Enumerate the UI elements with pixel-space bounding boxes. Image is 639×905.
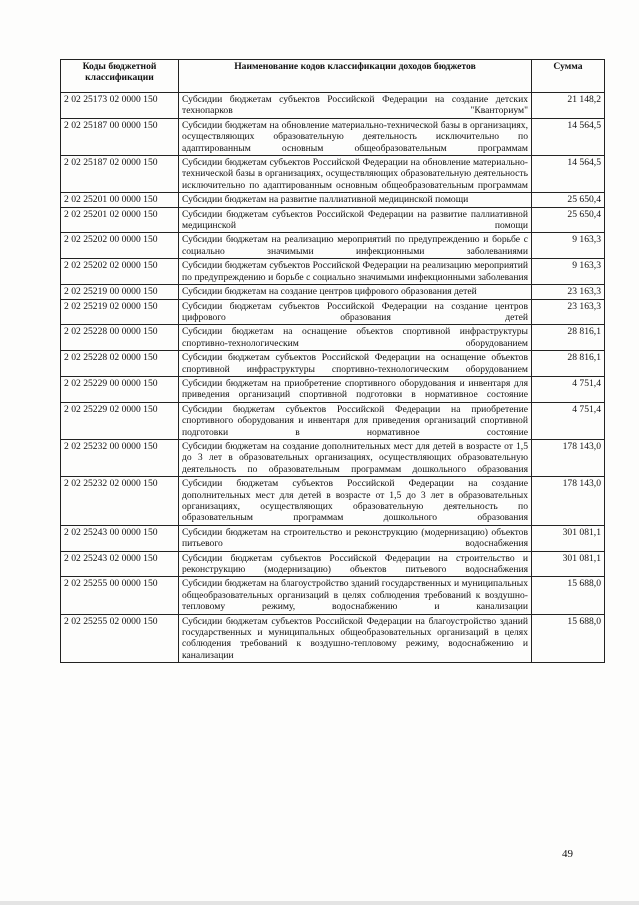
table-row [61, 299, 605, 325]
amount-cell: 301 081,1 [532, 551, 605, 577]
amount-cell: 9 163,3 [532, 259, 605, 285]
classification-name-cell: Субсидии бюджетам на создание центров цифрового образования детей [179, 285, 532, 299]
classification-name-cell: Субсидии бюджетам субъектов Российской Федерации на благоустройство зданий государственных и муниципальных общеобразовательных организаций в целях соблюдения требований к воздушно-тепловому режиму, водоснабжению и канализации [179, 614, 532, 663]
table-body [61, 93, 605, 663]
amount-cell: 28 816,1 [532, 351, 605, 377]
table-row [61, 156, 605, 193]
amount-cell: 178 143,0 [532, 477, 605, 526]
classification-name-cell: Субсидии бюджетам на реализацию мероприятий по предупреждению и борьбе с социально значимыми инфекционными заболеваниями [179, 233, 532, 259]
classification-name-cell: Субсидии бюджетам субъектов Российской Федерации на приобретение спортивного оборудования и инвентаря для приведения организаций спортивной подготовки в нормативное состояние [179, 402, 532, 439]
amount-cell: 14 564,5 [532, 118, 605, 155]
classification-name-cell: Субсидии бюджетам субъектов Российской Федерации на создание дополнительных мест для детей в возрасте от 1,5 до 3 лет в образовательных организациях, осуществляющих образовательную деятельность по образовательным программам дошкольного образования [179, 477, 532, 526]
budget-code-cell: 2 02 25255 00 0000 150 [61, 577, 179, 614]
table-row [61, 577, 605, 614]
budget-code-cell: 2 02 25255 02 0000 150 [61, 614, 179, 663]
amount-cell: 25 650,4 [532, 207, 605, 233]
budget-code-cell: 2 02 25243 00 0000 150 [61, 525, 179, 551]
amount-cell: 15 688,0 [532, 577, 605, 614]
table-row [61, 93, 605, 119]
table-row [61, 259, 605, 285]
amount-cell: 14 564,5 [532, 156, 605, 193]
budget-code-cell: 2 02 25228 00 0000 150 [61, 325, 179, 351]
budget-code-cell: 2 02 25232 00 0000 150 [61, 439, 179, 476]
scan-edge [0, 901, 639, 905]
budget-code-cell: 2 02 25201 02 0000 150 [61, 207, 179, 233]
amount-cell: 178 143,0 [532, 439, 605, 476]
header-name: Наименование кодов классификации доходов бюджетов [179, 60, 532, 93]
budget-code-cell: 2 02 25187 00 0000 150 [61, 118, 179, 155]
table-row [61, 325, 605, 351]
classification-name-cell: Субсидии бюджетам субъектов Российской Федерации на обновление материально-технической базы в организациях, осуществляющих образовательную деятельность исключительно по адаптированным основным общеобразовательным программам [179, 156, 532, 193]
header-code: Коды бюджетной классификации [61, 60, 179, 93]
amount-cell: 23 163,3 [532, 285, 605, 299]
table-row [61, 477, 605, 526]
table-row [61, 614, 605, 663]
table-row [61, 233, 605, 259]
budget-code-cell: 2 02 25187 02 0000 150 [61, 156, 179, 193]
classification-name-cell: Субсидии бюджетам на благоустройство зданий государственных и муниципальных общеобразовательных организаций в целях соблюдения требований к воздушно-тепловому режиму, водоснабжению и канализации [179, 577, 532, 614]
table-row [61, 376, 605, 402]
classification-name-cell: Субсидии бюджетам на создание дополнительных мест для детей в возрасте от 1,5 до 3 лет в образовательных организациях, осуществляющих образовательную деятельность по образовательным программам дошкольного образования [179, 439, 532, 476]
classification-name-cell: Субсидии бюджетам субъектов Российской Федерации на реализацию мероприятий по предупреждению и борьбе с социально значимыми инфекционными заболевания [179, 259, 532, 285]
amount-cell: 15 688,0 [532, 614, 605, 663]
amount-cell: 21 148,2 [532, 93, 605, 119]
classification-name-cell: Субсидии бюджетам субъектов Российской Федерации на оснащение объектов спортивной инфраструктуры спортивно-технологическим оборудованием [179, 351, 532, 377]
table-row [61, 351, 605, 377]
amount-cell: 301 081,1 [532, 525, 605, 551]
budget-code-cell: 2 02 25229 02 0000 150 [61, 402, 179, 439]
amount-cell: 28 816,1 [532, 325, 605, 351]
table-header-row [61, 60, 605, 93]
amount-cell: 4 751,4 [532, 402, 605, 439]
page-number: 49 [562, 848, 573, 860]
amount-cell: 25 650,4 [532, 193, 605, 207]
budget-code-cell: 2 02 25243 02 0000 150 [61, 551, 179, 577]
budget-code-cell: 2 02 25219 02 0000 150 [61, 299, 179, 325]
classification-name-cell: Субсидии бюджетам на оснащение объектов спортивной инфраструктуры спортивно-технологическим оборудованием [179, 325, 532, 351]
budget-code-cell: 2 02 25202 02 0000 150 [61, 259, 179, 285]
classification-name-cell: Субсидии бюджетам на развитие паллиативной медицинской помощи [179, 193, 532, 207]
table-row [61, 285, 605, 299]
budget-code-cell: 2 02 25228 02 0000 150 [61, 351, 179, 377]
budget-code-cell: 2 02 25201 00 0000 150 [61, 193, 179, 207]
classification-name-cell: Субсидии бюджетам субъектов Российской Федерации на строительство и реконструкцию (модернизацию) объектов питьевого водоснабжения [179, 551, 532, 577]
budget-classification-table [60, 59, 605, 663]
amount-cell: 4 751,4 [532, 376, 605, 402]
table-row [61, 402, 605, 439]
classification-name-cell: Субсидии бюджетам на строительство и реконструкцию (модернизацию) объектов питьевого водоснабжения [179, 525, 532, 551]
table-row [61, 439, 605, 476]
budget-code-cell: 2 02 25232 02 0000 150 [61, 477, 179, 526]
classification-name-cell: Субсидии бюджетам на приобретение спортивного оборудования и инвентаря для приведения организаций спортивной подготовки в нормативное состояние [179, 376, 532, 402]
table-row [61, 207, 605, 233]
table-row [61, 193, 605, 207]
budget-code-cell: 2 02 25202 00 0000 150 [61, 233, 179, 259]
budget-code-cell: 2 02 25229 00 0000 150 [61, 376, 179, 402]
classification-name-cell: Субсидии бюджетам субъектов Российской Федерации на развитие паллиативной медицинской помощи [179, 207, 532, 233]
table-row [61, 118, 605, 155]
budget-code-cell: 2 02 25219 00 0000 150 [61, 285, 179, 299]
amount-cell: 23 163,3 [532, 299, 605, 325]
header-amount: Сумма [532, 60, 605, 93]
budget-code-cell: 2 02 25173 02 0000 150 [61, 93, 179, 119]
table-row [61, 525, 605, 551]
classification-name-cell: Субсидии бюджетам субъектов Российской Федерации на создание детских технопарков "Кванториум" [179, 93, 532, 119]
amount-cell: 9 163,3 [532, 233, 605, 259]
table-row [61, 551, 605, 577]
classification-name-cell: Субсидии бюджетам субъектов Российской Федерации на создание центров цифрового образования детей [179, 299, 532, 325]
classification-name-cell: Субсидии бюджетам на обновление материально-технической базы в организациях, осуществляющих образовательную деятельность исключительно по адаптированным основным общеобразовательным программам [179, 118, 532, 155]
